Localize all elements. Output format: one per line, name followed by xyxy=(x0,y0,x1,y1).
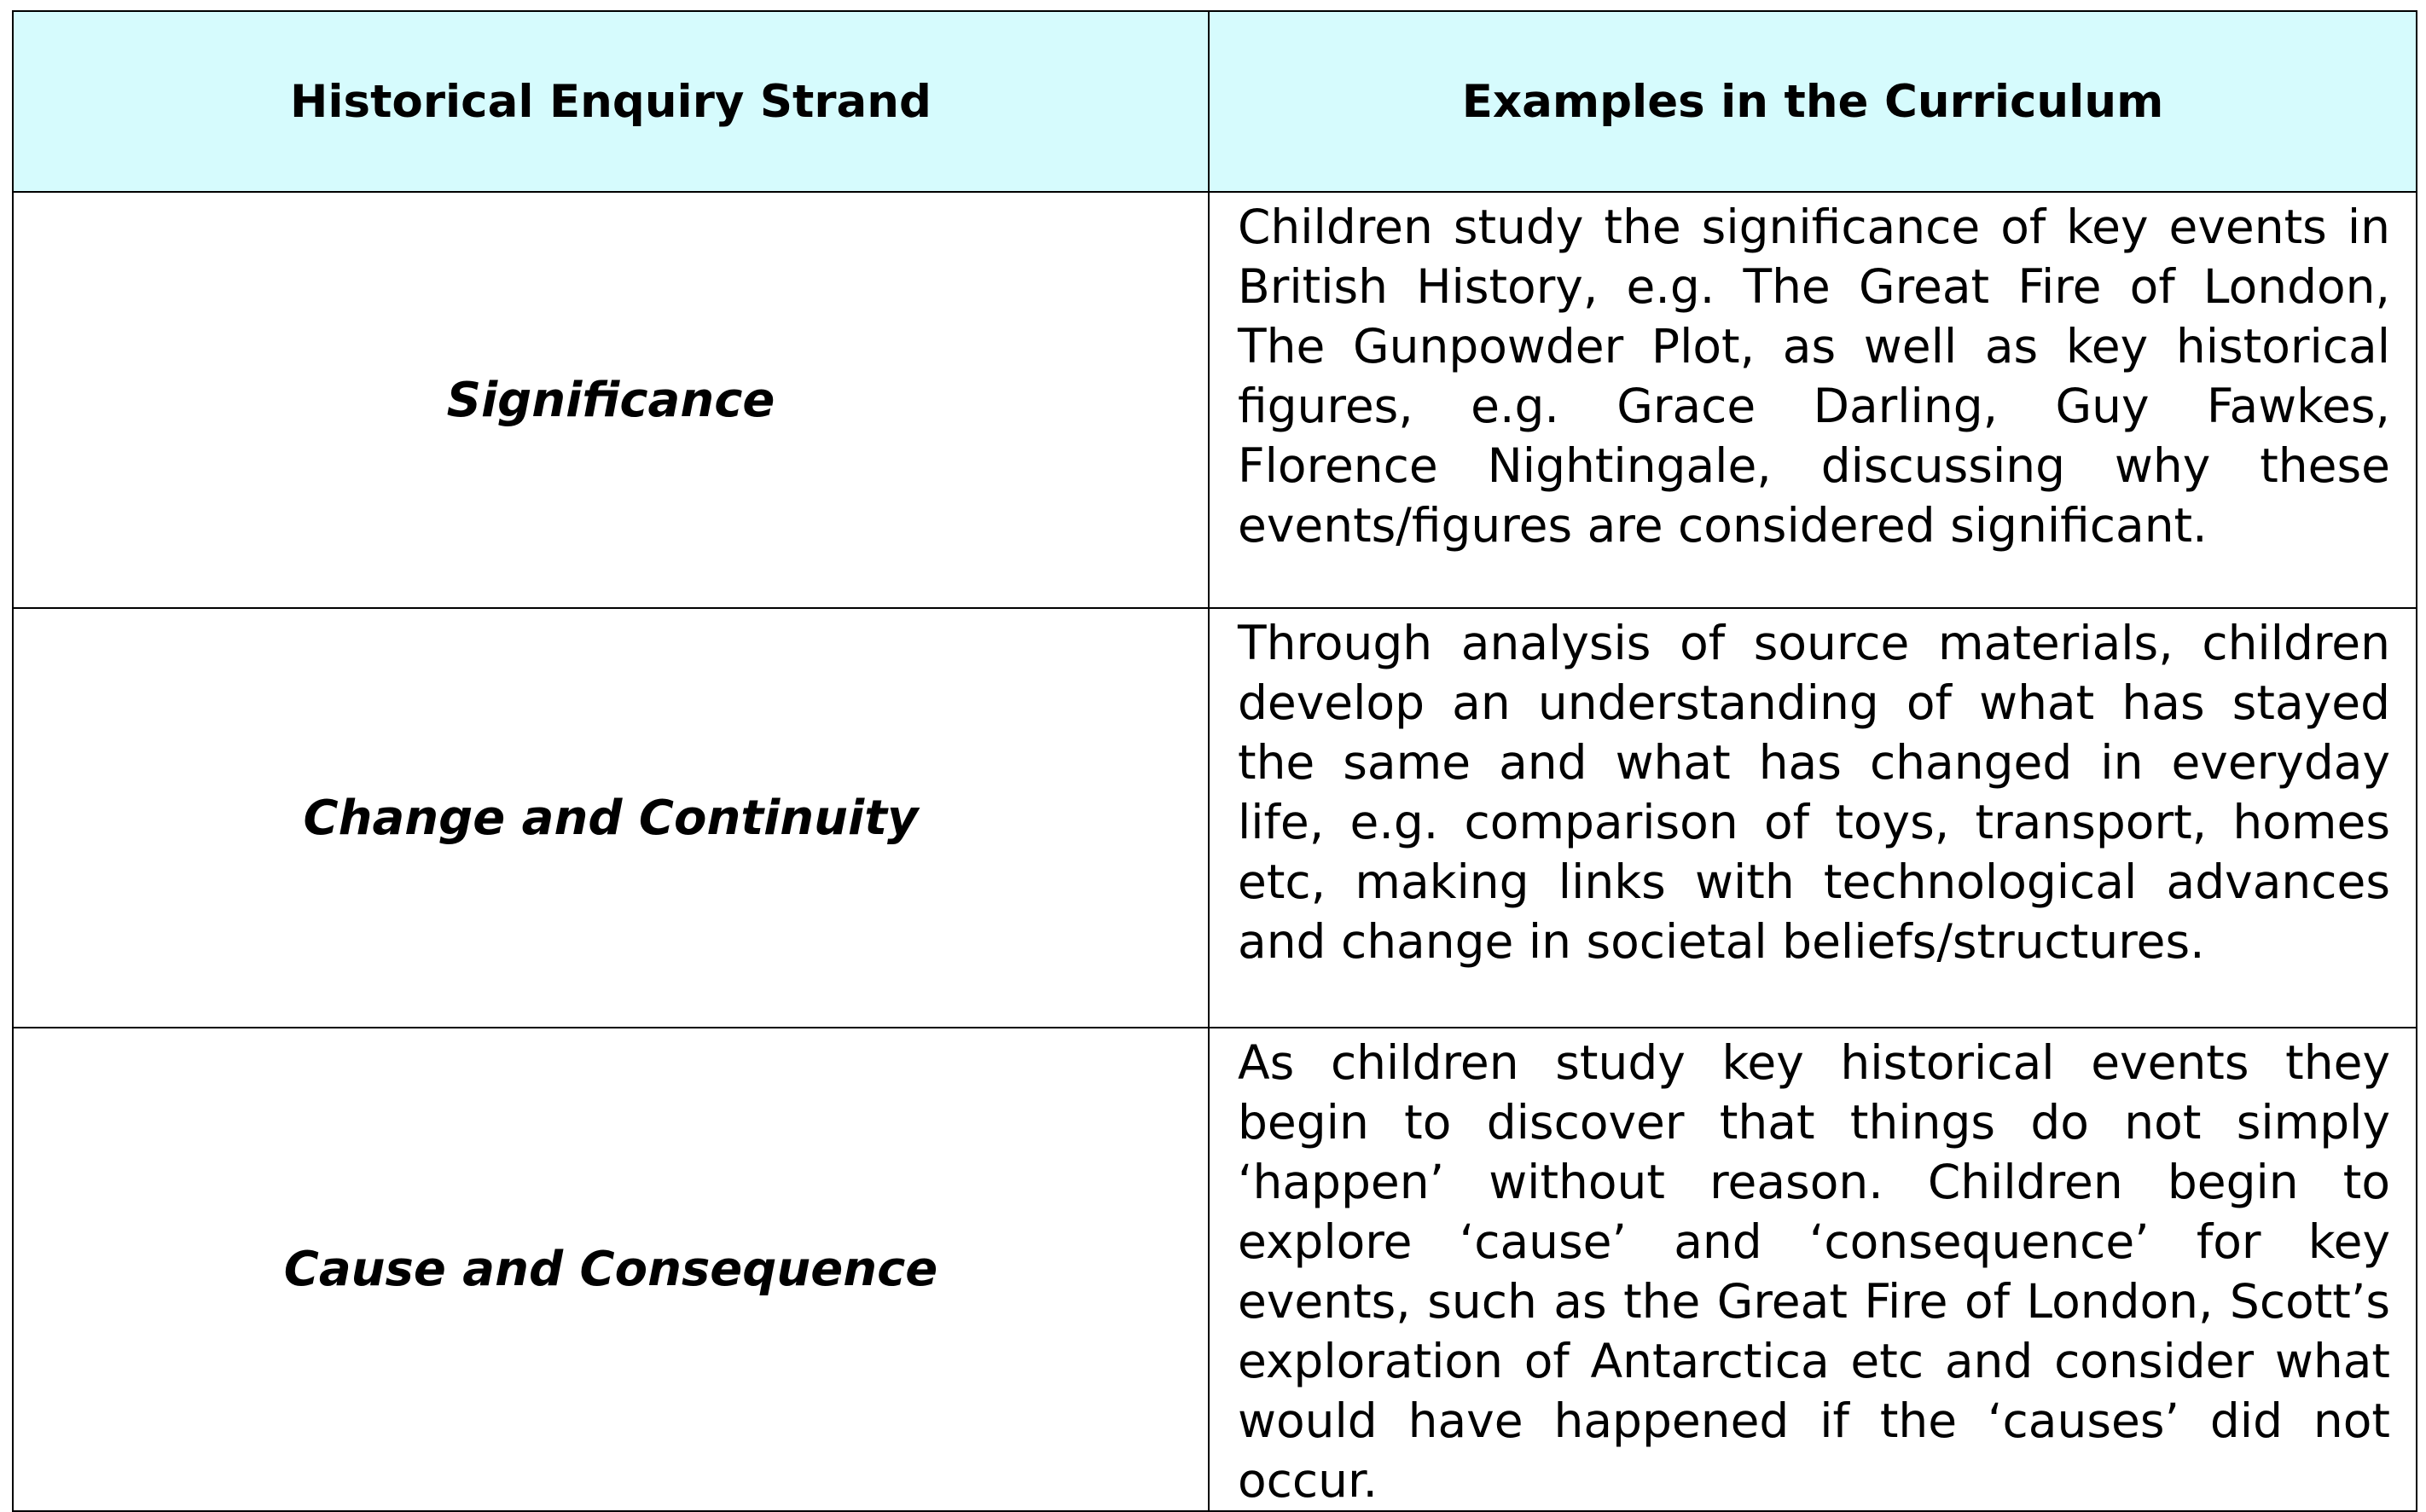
strand-cell: Change and Continuity xyxy=(13,608,1209,1028)
table-row xyxy=(13,1028,2417,1511)
header-strand: Historical Enquiry Strand xyxy=(13,11,1209,192)
example-cell: As children study key historical events they begin to discover that things do not simply ‘happen’ without reason. Children begin to explore ‘cause’ and ‘consequence’ for key events, such as the Great Fire of London, Scott’s exploration of Antarctica etc and consider what would have happened if the ‘causes’ did not occur. xyxy=(1209,1028,2417,1511)
table-header-row xyxy=(13,11,2417,192)
table-row xyxy=(13,192,2417,608)
table-row xyxy=(13,608,2417,1028)
strand-cell: Cause and Consequence xyxy=(13,1028,1209,1511)
enquiry-strands-table xyxy=(12,10,2417,1512)
example-cell: Children study the significance of key events in British History, e.g. The Great Fire of London, The Gunpowder Plot, as well as key historical figures, e.g. Grace Darling, Guy Fawkes, Florence Nightingale, discussing why these events/figures are considered significant. xyxy=(1209,192,2417,608)
header-examples: Examples in the Curriculum xyxy=(1209,11,2417,192)
example-cell: Through analysis of source materials, children develop an understanding of what has stayed the same and what has changed in everyday life, e.g. comparison of toys, transport, homes etc, making links with technological advances and change in societal beliefs/structures. xyxy=(1209,608,2417,1028)
strand-cell: Significance xyxy=(13,192,1209,608)
